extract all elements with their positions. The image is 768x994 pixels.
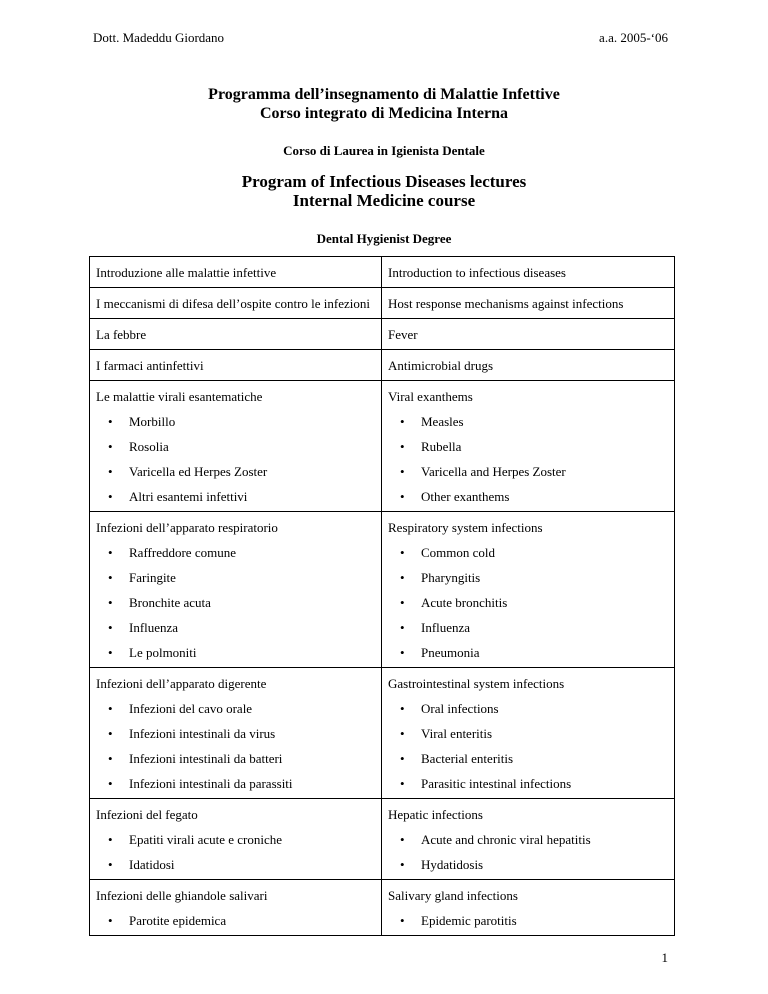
list-item: • Epatiti virali acute e croniche	[96, 827, 375, 852]
list-item: • Measles	[388, 409, 668, 434]
topic-cell-italian	[90, 288, 382, 319]
list-item: • Varicella and Herpes Zoster	[388, 459, 668, 484]
subtopic-list	[96, 827, 375, 877]
list-item: • Hydatidosis	[388, 852, 668, 877]
table-row	[90, 350, 675, 381]
subtopic-list	[388, 540, 668, 665]
topic-cell-italian	[90, 799, 382, 880]
topic-title-italian: Infezioni dell’apparato digerente	[96, 676, 267, 691]
title-english-line2: Internal Medicine course	[292, 191, 476, 210]
list-item: • Pneumonia	[388, 640, 668, 665]
topic-title-english: Viral exanthems	[388, 389, 473, 404]
topic-title-italian: Infezioni dell’apparato respiratorio	[96, 520, 278, 535]
list-item: • Le polmoniti	[96, 640, 375, 665]
list-item: • Altri esantemi infettivi	[96, 484, 375, 509]
topic-title-english: Gastrointestinal system infections	[388, 676, 565, 691]
topic-title-english: Fever	[388, 327, 418, 342]
list-item: • Oral infections	[388, 696, 668, 721]
degree-italian: Corso di Laurea in Igienista Dentale	[283, 143, 485, 158]
topic-title-english: Salivary gland infections	[388, 888, 518, 903]
list-item: • Infezioni del cavo orale	[96, 696, 375, 721]
list-item: • Bacterial enteritis	[388, 746, 668, 771]
topic-title-italian: Le malattie virali esantematiche	[96, 389, 263, 404]
subtopic-list	[388, 696, 668, 796]
list-item: • Faringite	[96, 565, 375, 590]
list-item: • Parotite epidemica	[96, 908, 375, 933]
topic-cell-italian	[90, 257, 382, 288]
subtopic-list	[388, 908, 668, 933]
topic-title-english: Introduction to infectious diseases	[388, 265, 566, 280]
list-item: • Epidemic parotitis	[388, 908, 668, 933]
subtopic-list	[96, 540, 375, 665]
list-item: • Rosolia	[96, 434, 375, 459]
topic-title-english: Host response mechanisms against infections	[388, 296, 624, 311]
list-item: • Morbillo	[96, 409, 375, 434]
topic-cell-italian	[90, 880, 382, 936]
list-item: • Infezioni intestinali da batteri	[96, 746, 375, 771]
title-english-line1: Program of Infectious Diseases lectures	[241, 172, 527, 191]
topic-title-italian: I meccanismi di difesa dell’ospite contro le infezioni	[96, 296, 370, 311]
title-italian-line1: Programma dell’insegnamento di Malattie Infettive	[208, 86, 560, 103]
table-row	[90, 799, 675, 880]
list-item: • Acute and chronic viral hepatitis	[388, 827, 668, 852]
topic-title-english: Antimicrobial drugs	[388, 358, 494, 373]
program-table-body	[90, 257, 675, 936]
topic-cell-italian	[90, 512, 382, 668]
list-item: • Viral enteritis	[388, 721, 668, 746]
table-row	[90, 257, 675, 288]
topic-title-italian: Introduzione alle malattie infettive	[96, 265, 277, 280]
topic-title-italian: Infezioni delle ghiandole salivari	[96, 888, 268, 903]
list-item: • Infezioni intestinali da virus	[96, 721, 375, 746]
subtopic-list	[96, 908, 375, 933]
topic-cell-english	[382, 288, 675, 319]
list-item: • Influenza	[388, 615, 668, 640]
subtopic-list	[96, 696, 375, 796]
list-item: • Acute bronchitis	[388, 590, 668, 615]
topic-title-italian: Infezioni del fegato	[96, 807, 198, 822]
topic-cell-english	[382, 799, 675, 880]
table-row	[90, 319, 675, 350]
topic-title-italian: I farmaci antinfettivi	[96, 358, 204, 373]
list-item: • Parasitic intestinal infections	[388, 771, 668, 796]
subtopic-list	[96, 409, 375, 509]
list-item: • Other exanthems	[388, 484, 668, 509]
program-table	[89, 256, 675, 936]
list-item: • Infezioni intestinali da parassiti	[96, 771, 375, 796]
list-item: • Bronchite acuta	[96, 590, 375, 615]
subtopic-list	[388, 827, 668, 877]
list-item: • Varicella ed Herpes Zoster	[96, 459, 375, 484]
topic-cell-italian	[90, 319, 382, 350]
topic-cell-english	[382, 512, 675, 668]
topic-cell-english	[382, 668, 675, 799]
topic-cell-english	[382, 350, 675, 381]
list-item: • Influenza	[96, 615, 375, 640]
list-item: • Common cold	[388, 540, 668, 565]
table-row	[90, 288, 675, 319]
table-row	[90, 668, 675, 799]
topic-cell-english	[382, 319, 675, 350]
title-italian-line2: Corso integrato di Medicina Interna	[260, 105, 508, 122]
topic-cell-italian	[90, 381, 382, 512]
table-row	[90, 512, 675, 668]
topic-cell-english	[382, 880, 675, 936]
topic-cell-italian	[90, 350, 382, 381]
topic-cell-italian	[90, 668, 382, 799]
list-item: • Rubella	[388, 434, 668, 459]
topic-title-italian: La febbre	[96, 327, 147, 342]
topic-title-english: Hepatic infections	[388, 807, 483, 822]
list-item: • Pharyngitis	[388, 565, 668, 590]
topic-cell-english	[382, 257, 675, 288]
subtopic-list	[388, 409, 668, 509]
list-item: • Raffreddore comune	[96, 540, 375, 565]
topic-title-english: Respiratory system infections	[388, 520, 543, 535]
list-item: • Idatidosi	[96, 852, 375, 877]
degree-english: Dental Hygienist Degree	[316, 231, 452, 246]
page-number: 1	[661, 950, 668, 965]
header-author: Dott. Madeddu Giordano	[93, 30, 225, 45]
topic-cell-english	[382, 381, 675, 512]
table-row	[90, 880, 675, 936]
table-row	[90, 381, 675, 512]
header-year: a.a. 2005-‘06	[599, 30, 668, 45]
